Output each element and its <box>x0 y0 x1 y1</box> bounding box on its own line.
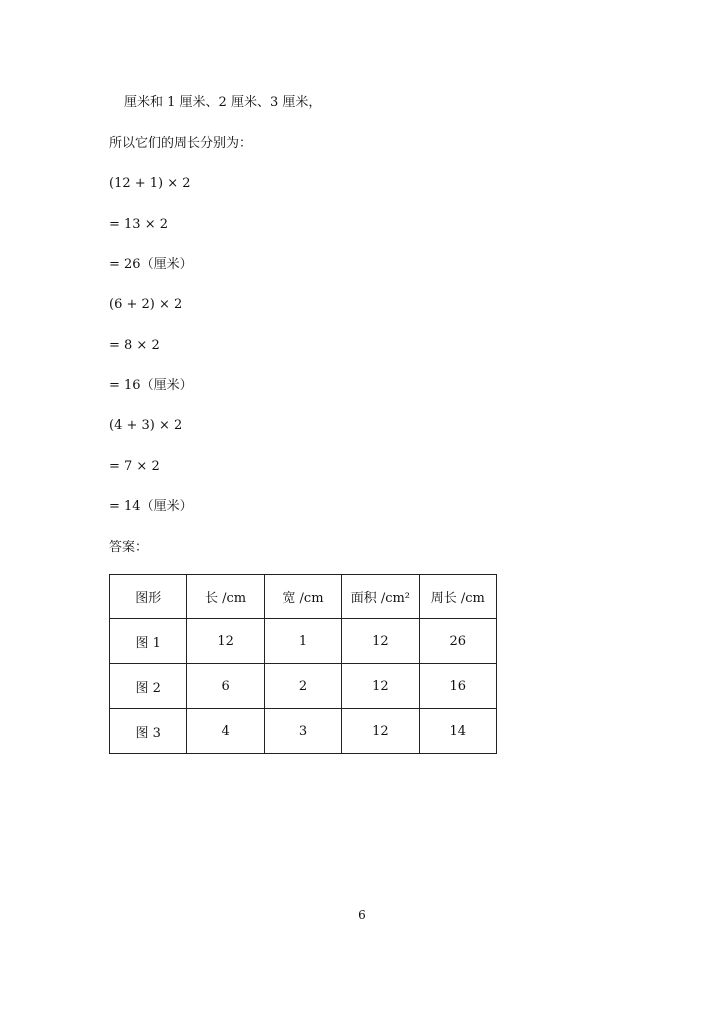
formula-line-6: = 16（厘米） <box>109 378 193 393</box>
formula-line-7: (4 + 3) × 2 <box>109 418 183 433</box>
table-header-row <box>110 575 497 619</box>
page-number: 6 <box>358 908 366 922</box>
header-cell-width: 宽 /cm <box>264 575 341 619</box>
table-cell: 1 <box>264 619 341 664</box>
table-cell: 12 <box>342 664 419 709</box>
table-cell: 图 1 <box>110 619 187 664</box>
table-cell: 16 <box>419 664 496 709</box>
table-row <box>110 709 497 754</box>
table-cell: 6 <box>187 664 264 709</box>
header-cell-perimeter: 周长 /cm <box>419 575 496 619</box>
table-cell: 26 <box>419 619 496 664</box>
header-cell-length: 长 /cm <box>187 575 264 619</box>
text-line-perimeter-intro: 所以它们的周长分别为： <box>109 136 253 151</box>
table-cell: 12 <box>342 709 419 754</box>
table-cell: 12 <box>342 619 419 664</box>
table-cell: 12 <box>187 619 264 664</box>
table-row <box>110 664 497 709</box>
formula-line-1: (12 + 1) × 2 <box>109 176 191 191</box>
header-cell-shape: 图形 <box>110 575 187 619</box>
table-cell: 4 <box>187 709 264 754</box>
text-line-units: 厘米和 1 厘米、2 厘米、3 厘米， <box>124 95 322 110</box>
formula-line-4: (6 + 2) × 2 <box>109 297 183 312</box>
table-cell: 14 <box>419 709 496 754</box>
table-row <box>110 619 497 664</box>
answer-table <box>109 574 497 754</box>
header-cell-area: 面积 /cm² <box>342 575 419 619</box>
table-cell: 图 3 <box>110 709 187 754</box>
formula-line-9: = 14（厘米） <box>109 499 193 514</box>
formula-line-5: = 8 × 2 <box>109 338 160 353</box>
table-cell: 2 <box>264 664 341 709</box>
table-cell: 3 <box>264 709 341 754</box>
table-cell: 图 2 <box>110 664 187 709</box>
formula-line-3: = 26（厘米） <box>109 257 193 272</box>
answer-label: 答案： <box>109 540 149 555</box>
formula-line-2: = 13 × 2 <box>109 217 168 232</box>
formula-line-8: = 7 × 2 <box>109 459 160 474</box>
